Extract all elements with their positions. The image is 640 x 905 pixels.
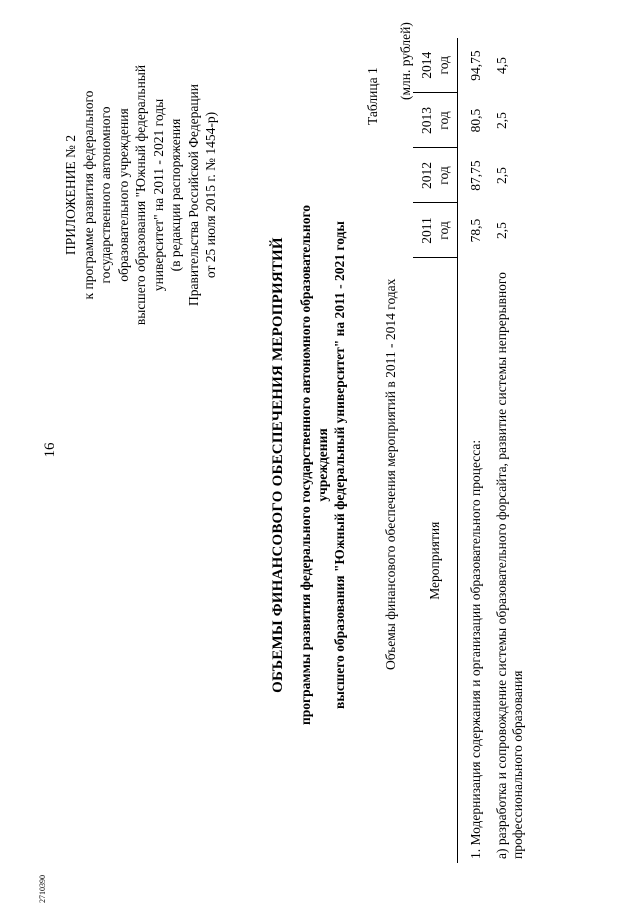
value-cell: 80,5 [468,108,483,133]
header-year [413,38,458,93]
financing-table [413,38,526,863]
value-cell: 2,5 [494,222,509,239]
appendix-line: от 25 июля 2015 г. № 1454-р) [203,111,218,279]
header-year-value: 2012 [419,162,434,189]
value-cell: 87,75 [468,160,483,191]
unit-label: (млн. рублей) [398,22,413,100]
appendix-line: Правительства Российской Федерации [185,84,201,306]
header-year-value: 2013 [419,107,434,134]
title-block [270,175,348,755]
page-number: 16 [42,442,58,458]
table-caption: Объемы финансового обеспечения мероприятий в 2011 - 2014 годах [383,278,398,670]
table-label: Таблица 1 [365,67,380,125]
appendix-line: государственного автономного [98,106,113,284]
appendix-heading: ПРИЛОЖЕНИЕ № 2 [63,134,78,256]
value-cell: 94,75 [468,50,483,81]
appendix-block [62,45,220,345]
value-cell: 2,5 [494,112,509,129]
table-row [458,38,491,863]
appendix-line: образовательного учреждения [115,108,131,282]
document-subtitle [297,175,348,755]
appendix-line: (в редакции распоряжения [168,118,183,272]
header-year [413,93,458,148]
header-year-suffix: год [436,166,451,185]
appendix-line: к программе развития федерального [80,90,96,300]
activity-name: 1. Модернизация содержания и организации образовательного процесса: [468,439,483,859]
table-header-row [413,38,458,863]
header-year-suffix: год [436,56,451,75]
appendix-line: университет" на 2011 - 2021 годы [150,98,166,292]
header-year [413,148,458,203]
header-year [413,203,458,258]
header-year-suffix: год [436,111,451,130]
value-cell: 4,5 [494,57,509,74]
header-year-value: 2011 [419,217,434,244]
subtitle-line: программы развития федерального государственного автономного образовательного учреждения [298,205,330,726]
document-title: ОБЪЕМЫ ФИНАНСОВОГО ОБЕСПЕЧЕНИЯ МЕРОПРИЯТИЙ [270,237,286,693]
appendix-line: высшего образования "Южный федеральный [133,64,148,326]
header-year-value: 2014 [419,51,434,79]
value-cell: 2,5 [494,167,509,184]
value-cell: 78,5 [468,218,483,243]
header-activities: Мероприятия [413,258,458,863]
subtitle-line: высшего образования "Южный федеральный университет" на 2011 - 2021 годы [332,221,347,709]
activity-name: а) разработка и сопровождение системы образовательного форсайта, развитие системы непрерывного профессионального образования [494,272,525,859]
header-year-suffix: год [436,221,451,240]
document-code: 2710390 [38,875,47,903]
table-row [490,38,526,863]
